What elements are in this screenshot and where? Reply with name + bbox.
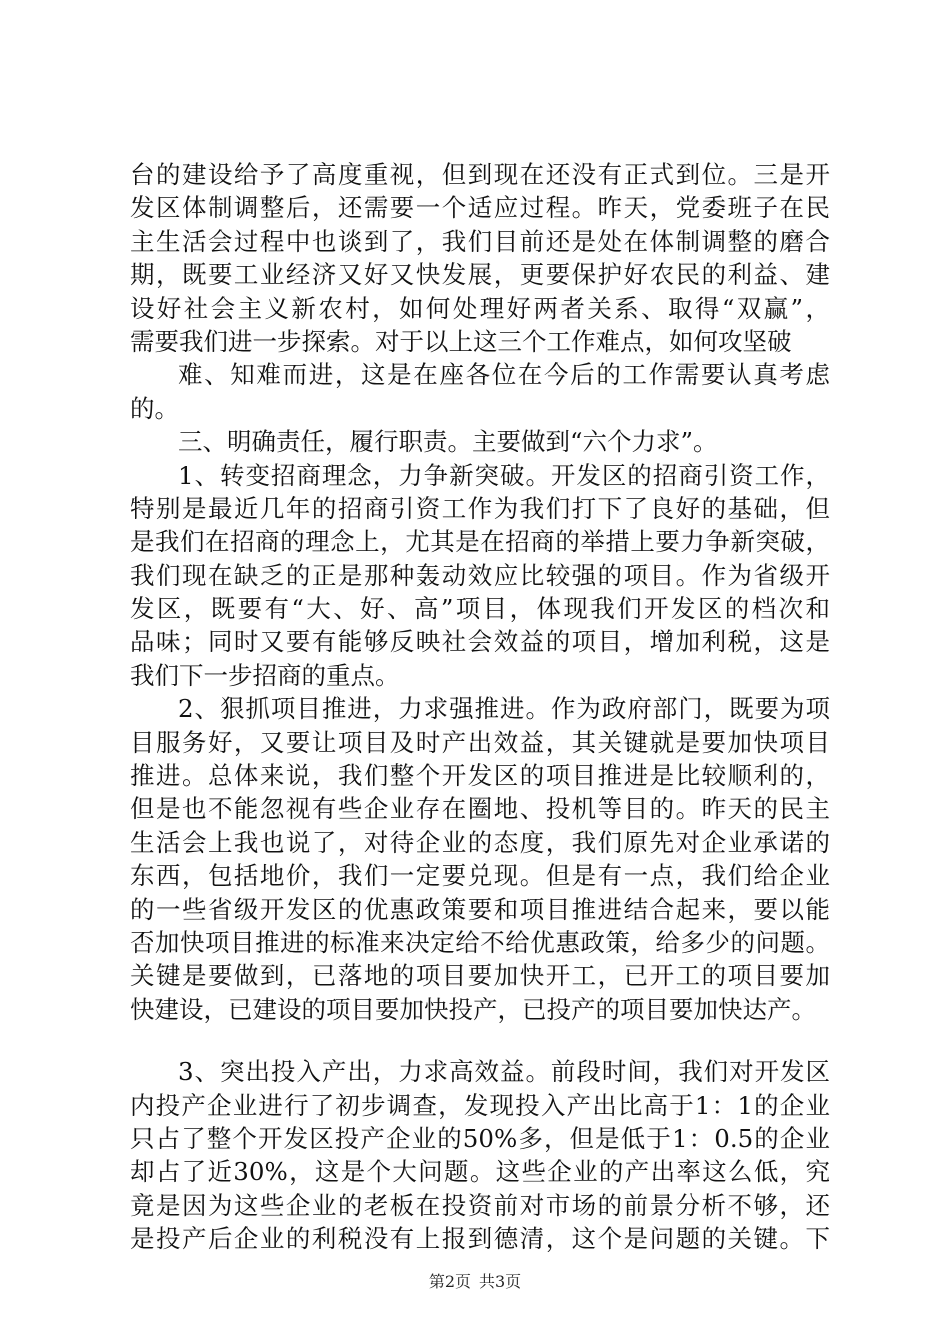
text-line: 但是也不能忽视有些企业存在圈地、投机等目的。昨天的民主 xyxy=(130,794,830,824)
page-footer xyxy=(0,1272,950,1292)
text-line: 台的建设给予了高度重视，但到现在还没有正式到位。三是开 xyxy=(130,160,830,189)
text-line: 目服务好，又要让项目及时产出效益，其关键就是要加快项目 xyxy=(130,727,830,757)
text-line: 竟是因为这些企业的老板在投资前对市场的前景分析不够，还 xyxy=(130,1190,830,1220)
text-line: 设好社会主义新农村，如何处理好两者关系、取得“双赢”， xyxy=(130,293,830,323)
text-line: 东西，包括地价，我们一定要兑现。但是有一点，我们给企业 xyxy=(130,861,830,891)
text-line: 快建设，已建设的项目要加快投产，已投产的项目要加快达产。 xyxy=(130,994,816,1024)
text-line: 的。 xyxy=(130,393,179,423)
text-line: 推进。总体来说，我们整个开发区的项目推进是比较顺利的， xyxy=(130,761,830,791)
text-line: 否加快项目推进的标准来决定给不给优惠政策，给多少的问题。 xyxy=(130,927,830,957)
text-line: 却占了近30%，这是个大问题。这些企业的产出率这么低，究 xyxy=(130,1157,830,1187)
text-line: 是我们在招商的理念上，尤其是在招商的举措上要力争新突破， xyxy=(130,527,830,557)
text-line: 我们下一步招商的重点。 xyxy=(130,660,400,690)
text-line: 期，既要工业经济又好又快发展，更要保护好农民的利益、建 xyxy=(130,260,830,290)
page-total: 共3页 xyxy=(479,1272,522,1291)
text-line: 1、转变招商理念，力争新突破。开发区的招商引资工作， xyxy=(178,460,830,490)
text-line: 发区，既要有“大、好、高”项目，体现我们开发区的档次和 xyxy=(130,594,830,624)
text-line: 关键是要做到，已落地的项目要加快开工，已开工的项目要加 xyxy=(130,961,830,991)
text-line: 三、明确责任，履行职责。主要做到“六个力求”。 xyxy=(178,427,718,457)
text-line: 3、突出投入产出，力求高效益。前段时间，我们对开发区 xyxy=(178,1057,830,1087)
text-line: 我们现在缺乏的正是那种轰动效应比较强的项目。作为省级开 xyxy=(130,560,830,590)
text-line: 需要我们进一步探索。对于以上这三个工作难点，如何攻坚破 xyxy=(130,326,792,356)
text-line: 生活会上我也说了，对待企业的态度，我们原先对企业承诺的 xyxy=(130,827,830,857)
text-line: 2、狠抓项目推进，力求强推进。作为政府部门，既要为项 xyxy=(178,694,830,724)
text-line: 内投产企业进行了初步调查，发现投入产出比高于1：1的企业 xyxy=(130,1090,830,1120)
text-line: 是投产后企业的利税没有上报到德清，这个是问题的关键。下 xyxy=(130,1224,830,1254)
text-line: 难、知难而进，这是在座各位在今后的工作需要认真考虑 xyxy=(178,360,830,390)
text-line: 主生活会过程中也谈到了，我们目前还是处在体制调整的磨合 xyxy=(130,226,830,256)
text-line: 发区体制调整后，还需要一个适应过程。昨天，党委班子在民 xyxy=(130,193,830,223)
text-line: 特别是最近几年的招商引资工作为我们打下了良好的基础，但 xyxy=(130,493,830,523)
text-line: 品味；同时又要有能够反映社会效益的项目，增加利税，这是 xyxy=(130,627,830,657)
text-line: 只占了整个开发区投产企业的50%多，但是低于1：0.5的企业 xyxy=(130,1123,830,1153)
page-number: 第2页 xyxy=(428,1272,471,1291)
paragraph-gap xyxy=(130,1026,830,1055)
document-body xyxy=(130,158,830,1256)
text-line: 的一些省级开发区的优惠政策要和项目推进结合起来，要以能 xyxy=(130,894,830,924)
